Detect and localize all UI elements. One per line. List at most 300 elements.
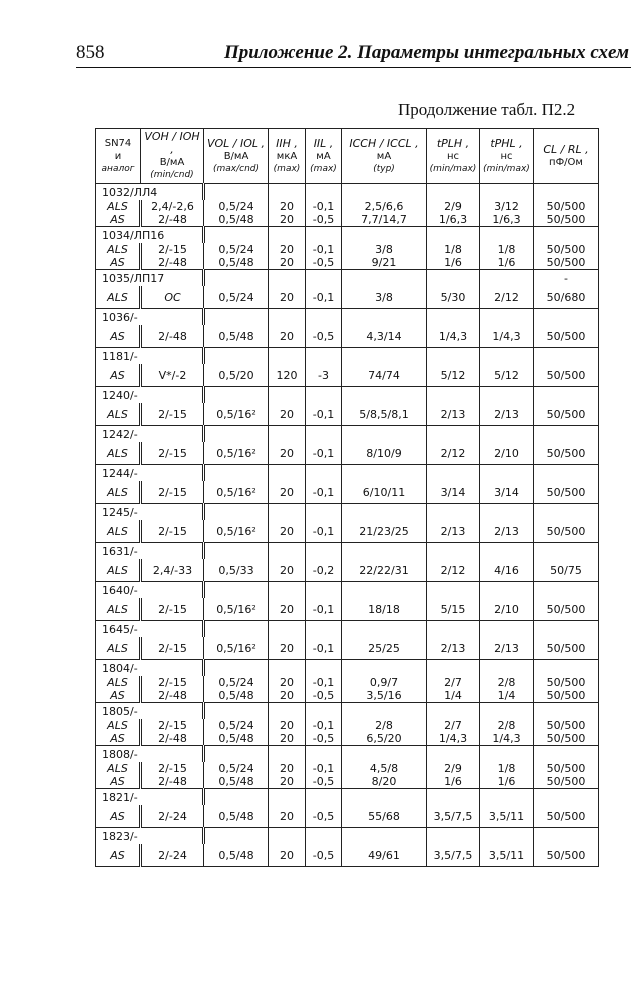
series-spacer-cell [204,582,269,599]
cell-icc: 8/10/9 [342,442,427,465]
variant-label: ALS [107,407,128,421]
series-spacer-cell [306,227,342,244]
cell-voh: 2/-48 [141,775,204,789]
cell-iih: 20 [269,403,306,426]
series-spacer-cell [342,426,427,443]
variant-label: ALS [107,290,128,304]
cell-tphl: 2/13 [480,403,534,426]
cell-voh: 2/-15 [141,442,204,465]
series-spacer-cell [427,746,480,763]
table-body [96,184,599,867]
column-header-l3: (min/cnd) [150,170,194,180]
series-spacer-cell [480,309,534,326]
cell-icc: 18/18 [342,598,427,621]
cell-tphl: 1/6 [480,775,534,789]
cell-icc: 55/68 [342,805,427,828]
column-header-l1: tPHL , [490,136,523,150]
cell-voh: 2/-15 [141,403,204,426]
cell-iil: -0,5 [306,213,342,227]
variant-label: AS [110,809,125,823]
series-spacer-cell [427,465,480,482]
series-spacer-cell [480,387,534,404]
series-spacer-cell [269,703,306,720]
column-header-1 [141,129,204,184]
page-header [64,40,631,66]
series-spacer-cell [534,504,599,521]
cell-tplh: 1/4 [427,689,480,703]
series-row [96,621,599,638]
series-row [96,465,599,482]
cell-tphl: 2/12 [480,286,534,309]
series-spacer-cell [342,348,427,365]
column-header-4 [306,129,342,184]
series-spacer-cell [427,504,480,521]
cell-iih: 20 [269,286,306,309]
series-spacer-cell [306,660,342,677]
series-spacer-cell [534,348,599,365]
series-spacer-cell [427,789,480,806]
cell-iih: 20 [269,598,306,621]
cell-iil: -0,1 [306,598,342,621]
cell-vol: 0,5/48 [204,844,269,867]
series-spacer-cell [342,184,427,201]
series-spacer-cell [534,184,599,201]
column-header-l1: ICCH / ICCL , [349,136,419,150]
series-spacer-cell [204,387,269,404]
cell-vol: 0,5/16² [204,637,269,660]
cell-iih: 20 [269,775,306,789]
series-spacer-cell [204,504,269,521]
series-spacer-cell [204,184,269,201]
header-rule [76,67,631,68]
series-spacer-cell [306,504,342,521]
cell-icc: 25/25 [342,637,427,660]
variant-label: ALS [107,676,128,689]
cell-tplh: 2/13 [427,637,480,660]
table-row [96,732,599,746]
series-spacer-cell [269,504,306,521]
series-spacer-cell [269,621,306,638]
cell-tplh: 2/9 [427,762,480,775]
cell-tphl: 4/16 [480,559,534,582]
column-header-l2: B/мA [223,150,249,162]
series-spacer-cell [204,270,269,287]
cell-cl: 50/500 [534,520,599,543]
cell-iil: -0,2 [306,559,342,582]
cell-voh: 2/-15 [141,676,204,689]
column-header-7 [480,129,534,184]
series-spacer-cell [480,426,534,443]
column-header-l2: мкА [276,150,298,162]
series-spacer-cell [306,426,342,443]
cell-icc: 2/8 [342,719,427,732]
cell-iil: -0,1 [306,243,342,256]
series-row [96,789,599,806]
variant-label: AS [110,848,125,862]
cell-cl: 50/680 [534,286,599,309]
series-spacer-cell [480,504,534,521]
series-label: 1181/- [102,349,138,363]
cell-tplh: 3,5/7,5 [427,805,480,828]
table-row [96,559,599,582]
series-label: 1035/ЛП17 [102,271,165,285]
cell-tplh: 1/4,3 [427,325,480,348]
cell-iil: -0,5 [306,732,342,746]
cell-cl: 50/500 [534,637,599,660]
cell-iih: 20 [269,256,306,270]
column-header-l2: пФ/Ом [549,157,583,168]
variant-label: ALS [107,200,128,213]
cell-tplh: 2/12 [427,442,480,465]
cell-vol: 0,5/48 [204,325,269,348]
table-row [96,520,599,543]
cell-vol: 0,5/16² [204,598,269,621]
cell-cl: 50/500 [534,732,599,746]
series-spacer-cell [306,582,342,599]
cell-vol: 0,5/48 [204,805,269,828]
series-row [96,348,599,365]
table-row [96,364,599,387]
cell-cl: 50/500 [534,481,599,504]
series-spacer-cell [534,703,599,720]
column-header-2 [204,129,269,184]
series-spacer-cell [269,828,306,845]
series-spacer-cell [306,703,342,720]
cell-tphl: 3,5/11 [480,844,534,867]
cell-tplh: 2/7 [427,719,480,732]
cell-icc: 3,5/16 [342,689,427,703]
series-spacer-cell [534,621,599,638]
cell-voh: 2/-24 [141,805,204,828]
cell-cl: 50/500 [534,442,599,465]
series-spacer-cell [427,309,480,326]
cell-tplh: 1/8 [427,243,480,256]
column-header-l2: и [114,150,122,162]
cell-vol: 0,5/48 [204,732,269,746]
series-spacer-cell [534,746,599,763]
series-spacer-cell [269,789,306,806]
cell-tplh: 3,5/7,5 [427,844,480,867]
series-row [96,270,599,287]
cell-cl: 50/500 [534,200,599,213]
cell-voh: 2/-48 [141,689,204,703]
series-spacer-cell [534,465,599,482]
series-spacer-cell [427,828,480,845]
series-spacer-cell [534,426,599,443]
series-spacer-cell [480,789,534,806]
cell-tphl: 1/8 [480,762,534,775]
series-spacer-cell [306,270,342,287]
table-header-row [96,129,599,184]
cell-iih: 20 [269,676,306,689]
cell-voh: 2/-48 [141,732,204,746]
series-label: 1244/- [102,466,138,480]
cell-tphl: 1/6,3 [480,213,534,227]
cell-tplh: 5/12 [427,364,480,387]
series-spacer-cell [306,309,342,326]
table-row [96,637,599,660]
cell-tphl: 3/14 [480,481,534,504]
series-spacer-cell [269,184,306,201]
series-spacer-cell [342,660,427,677]
column-header-l3: (max) [310,163,337,174]
series-spacer-cell [534,660,599,677]
cell-tplh: 1/6 [427,256,480,270]
table-row [96,805,599,828]
variant-label: AS [110,213,125,226]
cell-iih: 20 [269,325,306,348]
series-label: 1036/- [102,310,138,324]
cell-tphl: 3,5/11 [480,805,534,828]
series-spacer-cell [306,465,342,482]
cell-cl: 50/500 [534,689,599,703]
cell-iih: 20 [269,805,306,828]
cell-vol: 0,5/24 [204,719,269,732]
series-spacer-cell [480,543,534,560]
cell-cl: 50/500 [534,775,599,789]
cell-cl: 50/500 [534,676,599,689]
column-header-l3: (typ) [373,163,395,174]
cell-icc: 9/21 [342,256,427,270]
cell-iil: -0,1 [306,676,342,689]
cell-voh: 2/-15 [141,243,204,256]
cell-tplh: 2/7 [427,676,480,689]
series-spacer-cell [342,703,427,720]
column-header-l1: IIL , [313,136,334,150]
variant-label: ALS [107,762,128,775]
series-spacer-cell [534,387,599,404]
series-label: 1640/- [102,583,138,597]
series-label: 1631/- [102,544,138,558]
column-header-l3: (max/cnd) [212,163,260,174]
column-header-l1: SN74 [104,137,132,149]
cell-tphl: 1/6 [480,256,534,270]
cell-iil: -0,1 [306,200,342,213]
series-spacer-cell [204,426,269,443]
cell-tphl: 2/8 [480,676,534,689]
cell-voh: V*/-2 [141,364,204,387]
series-spacer-cell [269,746,306,763]
series-spacer-cell [480,582,534,599]
series-spacer-cell [204,309,269,326]
series-row [96,227,599,244]
variant-label: ALS [107,446,128,460]
cell-iih: 20 [269,689,306,703]
cell-iil: -0,5 [306,256,342,270]
table-row [96,243,599,256]
series-spacer-cell [480,227,534,244]
cell-iih: 20 [269,213,306,227]
cell-voh: 2/-24 [141,844,204,867]
cell-iih: 20 [269,844,306,867]
series-spacer-cell [342,387,427,404]
series-spacer-cell [204,746,269,763]
column-header-l2: B/мA [159,157,185,168]
cell-icc: 0,9/7 [342,676,427,689]
column-header-l1: CL / RL , [543,143,589,156]
cell-voh: 2/-15 [141,598,204,621]
cell-vol: 0,5/16² [204,403,269,426]
series-spacer-cell [342,227,427,244]
cell-tplh: 1/4,3 [427,732,480,746]
page-number: 858 [76,42,105,63]
table-row [96,442,599,465]
cell-icc: 8/20 [342,775,427,789]
table-row [96,719,599,732]
series-label: 1805/- [102,704,138,718]
table-row [96,403,599,426]
cell-voh: 2,4/-2,6 [141,200,204,213]
series-spacer-cell [480,184,534,201]
series-spacer-cell [204,227,269,244]
series-spacer-cell [480,703,534,720]
cell-iil: -0,5 [306,775,342,789]
series-label: 1245/- [102,505,138,519]
series-label: 1032/ЛЛ4 [102,185,158,199]
column-header-l3: аналог [101,163,135,174]
series-spacer-cell [427,543,480,560]
series-row [96,660,599,677]
cell-iil: -0,1 [306,403,342,426]
table-row [96,256,599,270]
variant-label: ALS [107,563,128,577]
cell-iih: 20 [269,559,306,582]
cell-tplh: 1/6 [427,775,480,789]
cell-icc: 2,5/6,6 [342,200,427,213]
cell-tphl: 2/13 [480,520,534,543]
column-header-5 [342,129,427,184]
cell-icc: 4,3/14 [342,325,427,348]
cell-vol: 0,5/24 [204,200,269,213]
column-header-6 [427,129,480,184]
cell-iil: -0,5 [306,844,342,867]
cell-iil: -0,1 [306,637,342,660]
cell-cl: 50/75 [534,559,599,582]
cell-tphl: 2/8 [480,719,534,732]
column-header-3 [269,129,306,184]
cell-vol: 0,5/16² [204,481,269,504]
series-spacer-cell [269,387,306,404]
series-row [96,184,599,201]
series-row [96,828,599,845]
series-label: 1808/- [102,747,138,761]
cell-iih: 20 [269,442,306,465]
cell-cl: 50/500 [534,256,599,270]
table-row [96,481,599,504]
series-spacer-cell [306,387,342,404]
table-row [96,286,599,309]
cell-voh: 2/-15 [141,719,204,732]
table-row [96,325,599,348]
cell-vol: 0,5/24 [204,243,269,256]
table-row [96,762,599,775]
cell-vol: 0,5/48 [204,775,269,789]
series-spacer-cell [269,309,306,326]
column-header-l2: мА [376,150,392,162]
series-spacer-cell [342,309,427,326]
cell-voh: 2/-15 [141,481,204,504]
column-header-l1: VOH / IOH , [144,130,200,156]
series-spacer-cell [306,746,342,763]
variant-label: AS [110,368,125,382]
series-spacer-cell [480,746,534,763]
cell-iil: -0,5 [306,325,342,348]
cell-iih: 20 [269,719,306,732]
series-spacer-cell [480,465,534,482]
cell-vol: 0,5/24 [204,676,269,689]
cell-vol: 0,5/33 [204,559,269,582]
series-spacer-cell [204,543,269,560]
series-spacer-cell [342,621,427,638]
series-spacer-cell [269,465,306,482]
cell-iil: -0,1 [306,719,342,732]
series-spacer-cell [427,582,480,599]
cell-tphl: 3/12 [480,200,534,213]
cell-tplh: 2/9 [427,200,480,213]
series-spacer-cell [427,387,480,404]
cell-tplh: 2/13 [427,403,480,426]
series-cl-note: - [534,270,599,287]
series-spacer-cell [306,621,342,638]
table-row [96,844,599,867]
series-spacer-cell [427,621,480,638]
cell-iih: 120 [269,364,306,387]
series-row [96,543,599,560]
cell-iih: 20 [269,200,306,213]
series-spacer-cell [269,227,306,244]
cell-icc: 7,7/14,7 [342,213,427,227]
column-header-l3: (max) [273,163,301,174]
cell-icc: 3/8 [342,286,427,309]
cell-tphl: 1/4,3 [480,325,534,348]
series-spacer-cell [480,621,534,638]
series-label: 1645/- [102,622,138,636]
column-header-l3: (min/max) [429,163,477,174]
cell-tplh: 2/12 [427,559,480,582]
series-spacer-cell [342,465,427,482]
variant-label: AS [110,732,125,745]
series-spacer-cell [204,789,269,806]
series-spacer-cell [204,621,269,638]
cell-cl: 50/500 [534,598,599,621]
series-spacer-cell [480,660,534,677]
series-spacer-cell [306,348,342,365]
cell-vol: 0,5/48 [204,689,269,703]
column-header-l2: нс [446,150,460,162]
variant-label: ALS [107,602,128,616]
series-spacer-cell [480,828,534,845]
column-header-l1: VOL / IOL , [206,136,266,150]
series-spacer-cell [427,227,480,244]
series-label: 1823/- [102,829,138,843]
cell-icc: 22/22/31 [342,559,427,582]
cell-cl: 50/500 [534,213,599,227]
series-spacer-cell [427,426,480,443]
cell-cl: 50/500 [534,403,599,426]
cell-vol: 0,5/48 [204,213,269,227]
series-spacer-cell [534,309,599,326]
variant-label: AS [110,256,125,269]
series-spacer-cell [480,348,534,365]
cell-cl: 50/500 [534,805,599,828]
series-label: 1242/- [102,427,138,441]
cell-voh: 2/-48 [141,213,204,227]
cell-cl: 50/500 [534,243,599,256]
variant-label: AS [110,329,125,343]
cell-cl: 50/500 [534,844,599,867]
series-spacer-cell [342,504,427,521]
cell-iil: -0,1 [306,442,342,465]
